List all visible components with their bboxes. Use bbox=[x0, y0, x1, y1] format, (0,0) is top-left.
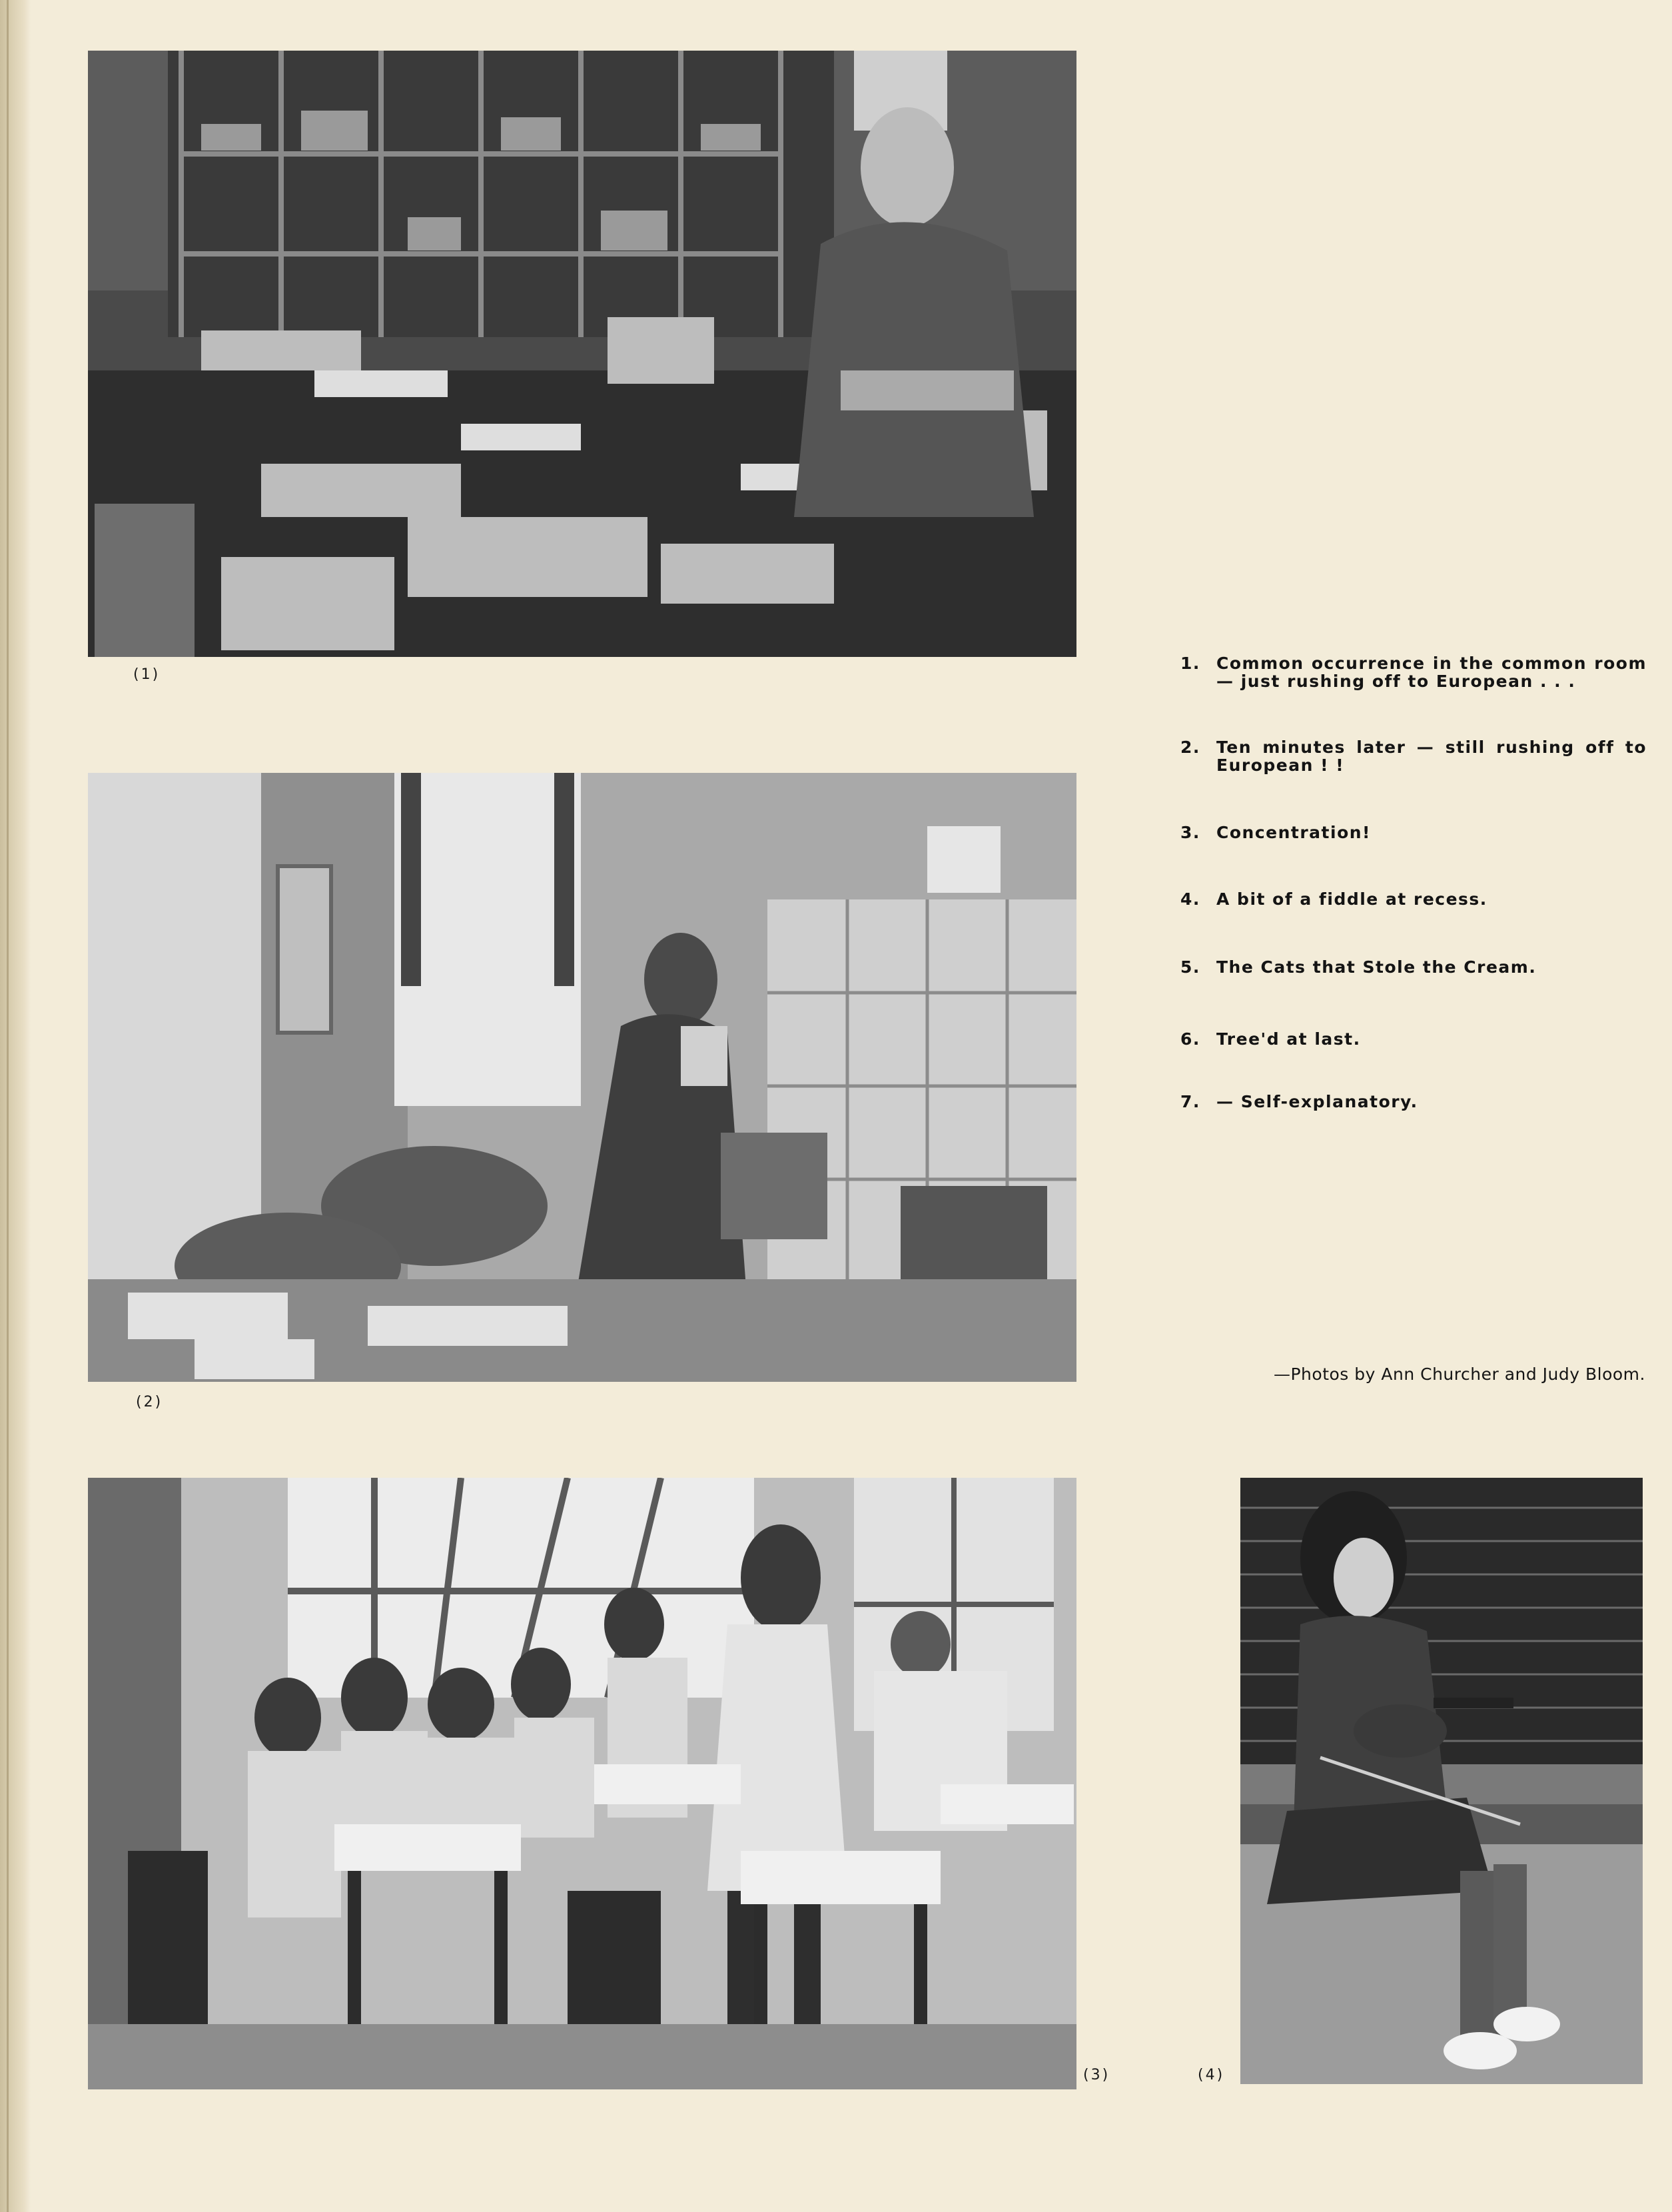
caption-3-number: 3. bbox=[1180, 823, 1200, 842]
caption-6 bbox=[1180, 1030, 1647, 1048]
photo-3 bbox=[88, 1478, 1076, 2089]
caption-3 bbox=[1180, 824, 1647, 841]
caption-4 bbox=[1180, 890, 1647, 908]
caption-4-text: A bit of a fiddle at recess. bbox=[1216, 889, 1487, 909]
caption-5 bbox=[1180, 958, 1647, 976]
photo-1 bbox=[88, 51, 1076, 657]
photo-4-label: (4) bbox=[1198, 2067, 1225, 2083]
caption-2-text: Ten minutes later — still rushing off to European ! ! bbox=[1216, 738, 1647, 775]
photo-2 bbox=[88, 773, 1076, 1382]
caption-2 bbox=[1180, 738, 1647, 774]
photo-2-label: (2) bbox=[136, 1394, 163, 1410]
caption-3-text: Concentration! bbox=[1216, 823, 1371, 842]
photo-3-label: (3) bbox=[1083, 2067, 1110, 2083]
photo-4 bbox=[1240, 1478, 1643, 2084]
caption-7-text: — Self-explanatory. bbox=[1216, 1092, 1418, 1111]
caption-1-text: Common occurrence in the common room — just rushing off to European . . . bbox=[1216, 654, 1647, 691]
page-binding-edge bbox=[0, 0, 31, 2212]
photo-credit: —Photos by Ann Churcher and Judy Bloom. bbox=[1273, 1365, 1645, 1384]
caption-7 bbox=[1180, 1093, 1647, 1111]
caption-2-number: 2. bbox=[1180, 738, 1200, 757]
caption-5-number: 5. bbox=[1180, 957, 1200, 977]
caption-5-text: The Cats that Stole the Cream. bbox=[1216, 957, 1537, 977]
caption-1-number: 1. bbox=[1180, 654, 1200, 673]
caption-4-number: 4. bbox=[1180, 889, 1200, 909]
caption-6-number: 6. bbox=[1180, 1029, 1200, 1049]
caption-6-text: Tree'd at last. bbox=[1216, 1029, 1361, 1049]
caption-1 bbox=[1180, 654, 1647, 690]
caption-7-number: 7. bbox=[1180, 1092, 1200, 1111]
photo-1-label: (1) bbox=[133, 666, 161, 683]
